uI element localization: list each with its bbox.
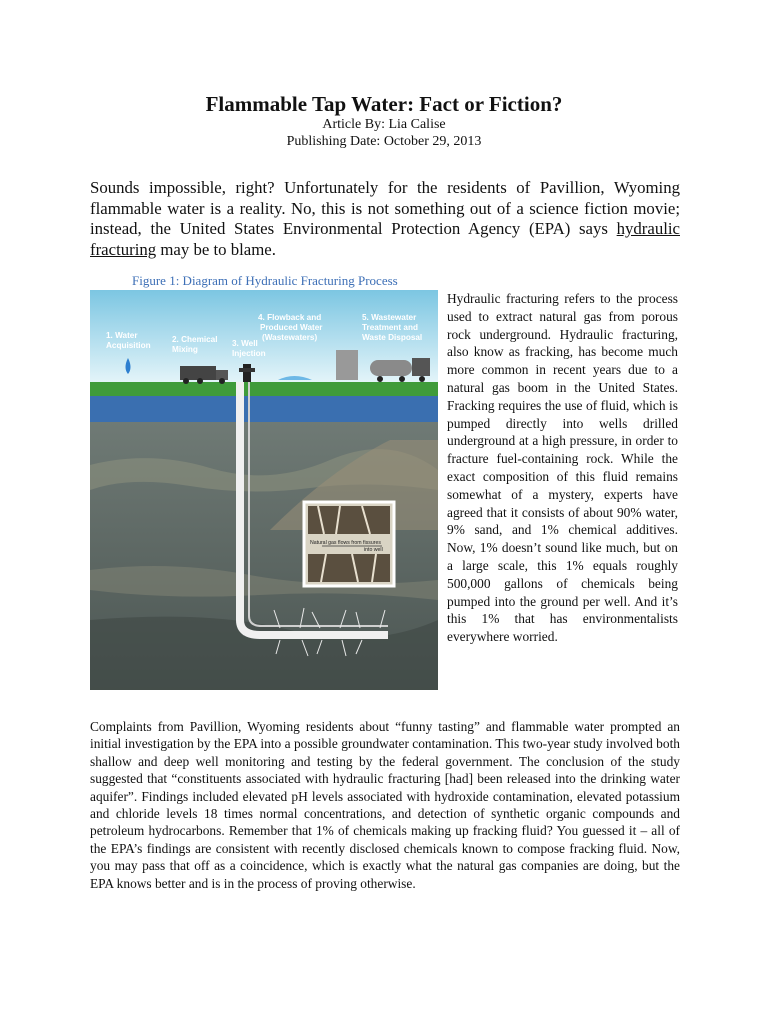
intro-text: Sounds impossible, right? Unfortunately for the residents of Pavillion, Wyoming flammable water is a reality. No, this is not something out of a science fiction movie; instead, the United States Environmental Protection Agency (EPA) says — [90, 178, 680, 238]
tanker-truck-icon — [370, 358, 430, 382]
article-title: Flammable Tap Water: Fact or Fiction? — [205, 92, 563, 116]
label-step4: 4. Flowback and Produced Water (Wastewaters) — [258, 313, 323, 342]
svg-text:Natural gas flows from fissure: Natural gas flows from fissures — [310, 540, 381, 546]
aquifer-layer — [90, 396, 438, 422]
label-step3: 3. Well Injection — [232, 339, 266, 358]
storage-tank-icon — [336, 350, 358, 380]
label-step5: 5. Wastewater Treatment and Waste Disposal — [362, 313, 423, 342]
hydraulic-fracturing-link[interactable]: hydraulic fracturing — [90, 219, 680, 259]
label-step2: 2. Chemical Mixing — [172, 335, 218, 354]
side-paragraph: Hydraulic fracturing refers to the process used to extract natural gas from porous rock underground. Hydraulic fracturing, also know as fracking, has become much more common in recent years due to a natural gas boom in the United States. Fracking requires the use of fluid, which is pumped directly into wells drilled underground at a high pressure, in order to fracture fuel-containing rock. While the exact composition of this fluid remains somewhat of a mystery, experts have agreed that it consists of about 90% water, 9% sand, and 1% chemical additives. Now, 1% doesn’t sound like much, but on a large scale, this 1% equals roughly 500,000 gallons of chemicals being pumped into the ground per well. And it’s this 1% that has environmentalists everywhere worried. — [447, 291, 678, 645]
intro-tail: may be to blame. — [156, 239, 276, 259]
article-byline: Article By: Lia Calise — [322, 117, 446, 132]
publishing-date: Publishing Date: October 29, 2013 — [286, 134, 482, 149]
ground-surface — [90, 382, 438, 396]
svg-text:into well: into well — [364, 547, 383, 553]
label-step1: 1. Water Acquisition — [106, 331, 151, 350]
figure-caption: Figure 1: Diagram of Hydraulic Fracturing Process — [132, 273, 398, 288]
body-paragraph: Complaints from Pavillion, Wyoming residents about “funny tasting” and flammable water prompted an initial investigation by the EPA into a possible groundwater contamination. This two-year study involved both shallow and deep well monitoring and testing by the federal government. The conclusion of the study suggested that “constituents associated with hydraulic fracturing [had] been released into the drinking water aquifer”. Findings included elevated pH levels associated with hydroxide contamination, elevated potassium and chloride levels 18 times normal concentrations, and detection of synthetic organic compounds and petroleum hydrocarbons. Remember that 1% of chemicals making up fracking fluid? You guessed it – all of the EPA’s findings are consistent with recently disclosed chemicals known to compose fracking fluid. Now, you may pass that off as a coincidence, which is exactly what the natural gas companies are doing, but the EPA knows better and is in the process of proving otherwise. — [90, 719, 680, 891]
intro-paragraph — [90, 178, 680, 260]
fissure-inset — [304, 502, 394, 586]
fracking-diagram — [90, 290, 438, 690]
